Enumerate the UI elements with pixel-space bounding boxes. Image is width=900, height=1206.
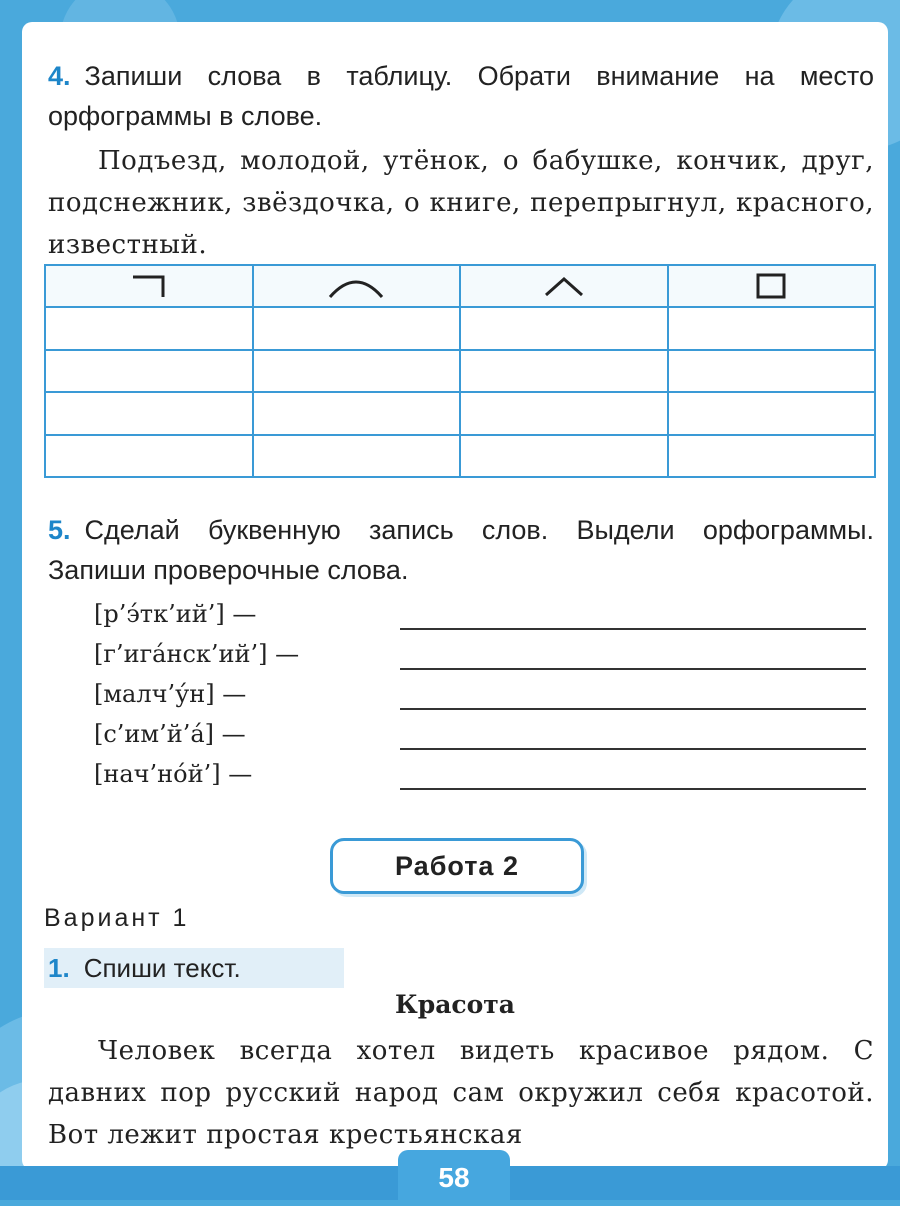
- table-cell[interactable]: [45, 307, 253, 350]
- table-cell[interactable]: [253, 307, 461, 350]
- table-cell[interactable]: [460, 435, 668, 478]
- answer-line[interactable]: [400, 708, 866, 710]
- transcription-list: [94, 594, 299, 794]
- prefix-icon: [129, 273, 169, 299]
- table-cell[interactable]: [45, 350, 253, 393]
- table-header-suffix: [460, 265, 668, 307]
- story-title: Красота: [394, 990, 515, 1019]
- table-cell[interactable]: [253, 350, 461, 393]
- root-icon: [326, 273, 386, 299]
- answer-line[interactable]: [400, 628, 866, 630]
- task-1-instruction-text: Спиши текст.: [83, 953, 241, 983]
- transcription-item: [малч’у́н] —: [94, 680, 247, 708]
- orthogram-table: [44, 264, 876, 478]
- task-4-number: 4.: [48, 61, 71, 91]
- variant-label: Вариант 1: [44, 904, 190, 932]
- answer-line[interactable]: [400, 748, 866, 750]
- answer-line[interactable]: [400, 788, 866, 790]
- table-cell[interactable]: [45, 392, 253, 435]
- table-cell[interactable]: [668, 435, 876, 478]
- table-header-ending: [668, 265, 876, 307]
- suffix-icon: [542, 273, 586, 299]
- table-header-root: [253, 265, 461, 307]
- table-cell[interactable]: [45, 435, 253, 478]
- page-number: 58: [398, 1150, 510, 1200]
- task-5-instruction: [48, 510, 874, 590]
- answer-line[interactable]: [400, 668, 866, 670]
- workbook-page: [22, 22, 888, 1170]
- table-header-prefix: [45, 265, 253, 307]
- work-title: Работа 2: [330, 838, 584, 894]
- table-cell[interactable]: [253, 435, 461, 478]
- table-cell[interactable]: [460, 350, 668, 393]
- table-cell[interactable]: [460, 392, 668, 435]
- task-1-instruction: [44, 948, 344, 988]
- task-4-instruction-text: Запиши слова в таблицу. Обрати внимание на место орфограммы в слове.: [48, 61, 874, 131]
- task-1-number: 1.: [48, 953, 70, 983]
- table-cell[interactable]: [668, 307, 876, 350]
- table-cell[interactable]: [460, 307, 668, 350]
- task-5-instruction-text: Сделай буквенную запись слов. Выдели орфограммы. Запиши проверочные слова.: [48, 515, 874, 585]
- transcription-item: [нач’но́й’] —: [94, 760, 253, 788]
- table-cell[interactable]: [668, 350, 876, 393]
- ending-icon: [755, 272, 787, 300]
- transcription-item: [г’ига́нск’ий’] —: [94, 640, 300, 668]
- table-cell[interactable]: [253, 392, 461, 435]
- transcription-item: [с’им’й’а́] —: [94, 720, 246, 748]
- story-text: Человек всегда хотел видеть красивое рядом. С давних пор русский народ сам окружил себя красотой. Вот лежит простая крестьянская: [48, 1036, 874, 1150]
- table-cell[interactable]: [668, 392, 876, 435]
- task-5-number: 5.: [48, 515, 71, 545]
- task-4-instruction: [48, 56, 874, 136]
- task-4-word-list: Подъезд, молодой, утёнок, о бабушке, кончик, друг, подснежник, звёздочка, о книге, перепрыгнул, красного, известный.: [48, 146, 874, 260]
- transcription-item: [р’э́тк’ий’] —: [94, 600, 257, 628]
